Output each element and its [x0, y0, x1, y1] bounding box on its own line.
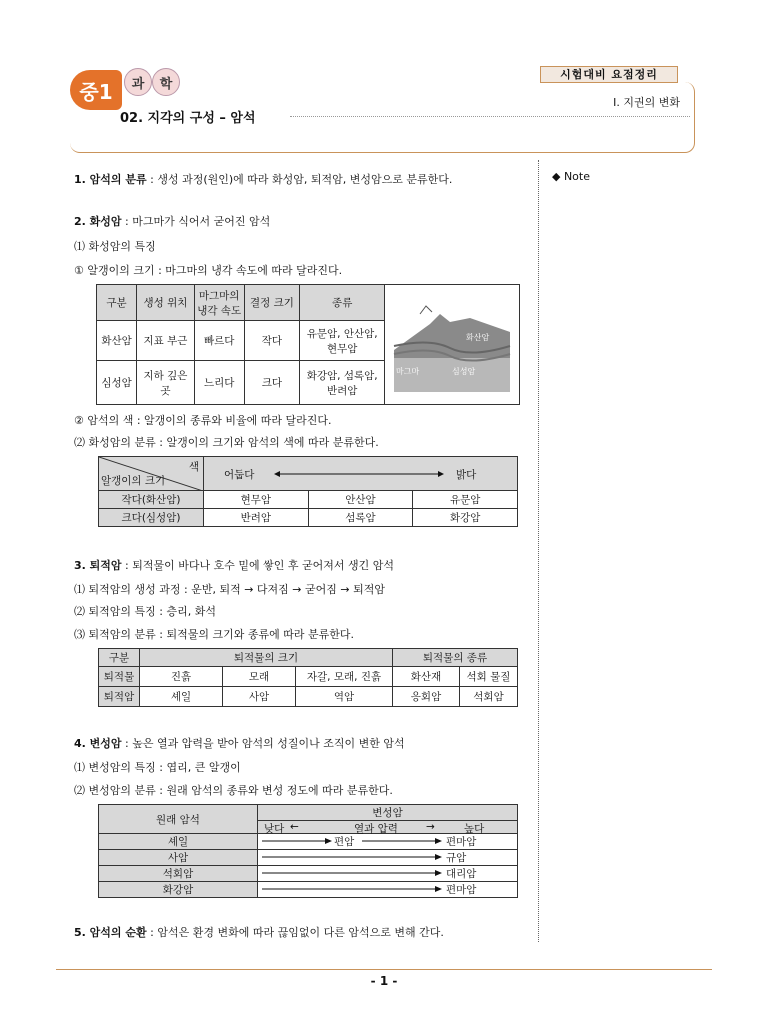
sedimentary-cell: 셰일	[140, 687, 223, 707]
igneous-cell: 크다	[244, 361, 300, 405]
metamorphic-result: 규암	[446, 852, 467, 864]
section-5-heading: 5. 암석의 순환	[74, 926, 147, 939]
scale-mid-label: 열과 압력	[354, 823, 398, 835]
volcano-cross-section-icon	[390, 288, 514, 398]
metamorphic-result: 편마암	[446, 884, 477, 896]
metamorphic-source: 화강암	[99, 882, 258, 898]
metamorphic-header: 변성암	[258, 805, 518, 821]
arrow-icon	[262, 853, 442, 861]
exam-summary-tag: 시험대비 요점정리	[540, 66, 678, 83]
section-4-body: : 높은 열과 압력을 받아 암석의 성질이나 조직이 변한 암석	[121, 737, 405, 750]
section-3-line-2: ⑵ 퇴적암의 특징 : 층리, 화석	[74, 605, 216, 618]
metamorphic-source: 사암	[99, 850, 258, 866]
igneous-cell: 지하 깊은 곳	[137, 361, 195, 405]
section-2	[74, 213, 270, 229]
sedimentary-cell: 석회 물질	[460, 667, 518, 687]
scale-low-label: 낮다	[264, 823, 285, 835]
sedimentary-header-cell: 퇴적물의 종류	[393, 649, 518, 667]
section-2-line-3: ② 암석의 색 : 알갱이의 종류와 비율에 따라 달라진다.	[74, 414, 332, 427]
section-3-line-1: ⑴ 퇴적암의 생성 과정 : 운반, 퇴적 → 다져짐 → 굳어짐 → 퇴적암	[74, 583, 385, 596]
section-4-heading: 4. 변성암	[74, 737, 122, 750]
igneous-cell: 작다	[244, 321, 300, 361]
igneous-cell: 심성암	[97, 361, 137, 405]
metamorphic-result: 편마암	[446, 836, 477, 848]
sedimentary-row-head: 퇴적암	[99, 687, 140, 707]
subject-badge-2: 학	[152, 68, 180, 96]
section-4	[74, 735, 405, 751]
classification-cell: 섬록암	[308, 509, 413, 527]
section-3	[74, 557, 394, 573]
classification-corner-cell	[99, 457, 204, 491]
igneous-header-cell: 생성 위치	[137, 285, 195, 321]
classification-row-head: 크다(심성암)	[99, 509, 204, 527]
classification-cell: 반려암	[204, 509, 309, 527]
page-number: - 1 -	[370, 974, 398, 988]
section-1-heading: 1. 암석의 분류	[74, 173, 147, 186]
sedimentary-cell: 화산재	[393, 667, 460, 687]
footer-rule	[56, 969, 712, 970]
igneous-header-cell: 구분	[97, 285, 137, 321]
metamorphic-source: 석회암	[99, 866, 258, 882]
title-divider	[290, 116, 690, 117]
note-label: ◆ Note	[552, 170, 590, 183]
scale-right-arrow-icon: →	[426, 821, 435, 833]
classification-cell: 현무암	[204, 491, 309, 509]
metamorphic-row	[258, 866, 518, 882]
sedimentary-row-head: 퇴적물	[99, 667, 140, 687]
sedimentary-header-cell: 구분	[99, 649, 140, 667]
sedimentary-cell: 모래	[223, 667, 296, 687]
sedimentary-header-cell: 퇴적물의 크기	[140, 649, 393, 667]
metamorphic-table	[98, 804, 518, 898]
metamorphic-original-header: 원래 암석	[99, 805, 258, 834]
igneous-header-cell: 마그마의 냉각 속도	[194, 285, 244, 321]
sedimentary-table	[98, 648, 518, 707]
scale-left-arrow-icon: ←	[290, 821, 299, 833]
metamorphic-row	[258, 882, 518, 898]
sedimentary-cell: 사암	[223, 687, 296, 707]
igneous-classification-table	[98, 456, 518, 527]
note-divider	[538, 160, 539, 942]
section-1	[74, 171, 452, 187]
igneous-cell: 빠르다	[194, 321, 244, 361]
subject-badge-1: 과	[124, 68, 152, 96]
sedimentary-cell: 석회암	[460, 687, 518, 707]
figure-label-volcanic: 화산암	[466, 333, 490, 342]
igneous-figure-cell	[385, 285, 520, 405]
classification-cell: 화강암	[413, 509, 518, 527]
color-scale-cell	[204, 457, 518, 491]
figure-label-magma: 마그마	[396, 367, 420, 376]
section-2-heading: 2. 화성암	[74, 215, 122, 228]
section-2-line-2: ① 알갱이의 크기 : 마그마의 냉각 속도에 따라 달라진다.	[74, 264, 343, 277]
metamorphic-mid-rock: 편암	[334, 836, 355, 848]
corner-bottom-label: 알갱이의 크기	[101, 475, 166, 487]
scale-high-label: 높다	[464, 823, 485, 835]
page-title: 02. 지각의 구성 – 암석	[120, 111, 256, 126]
sedimentary-cell: 진흙	[140, 667, 223, 687]
metamorphic-row	[258, 834, 518, 850]
igneous-cell: 지표 부근	[137, 321, 195, 361]
color-dark-label: 어둡다	[224, 469, 255, 481]
section-1-body: : 생성 과정(원인)에 따라 화성암, 퇴적암, 변성암으로 분류한다.	[146, 173, 453, 186]
igneous-header-cell: 종류	[300, 285, 385, 321]
arrow-icon	[262, 885, 442, 893]
metamorphic-source: 셰일	[99, 834, 258, 850]
section-2-body: : 마그마가 식어서 굳어진 암석	[121, 215, 271, 228]
color-bright-label: 밝다	[456, 469, 477, 481]
sedimentary-cell: 자갈, 모래, 진흙	[296, 667, 393, 687]
igneous-cell: 유문암, 안산암, 현무암	[300, 321, 385, 361]
classification-cell: 안산암	[308, 491, 413, 509]
figure-label-plutonic: 심성암	[452, 367, 476, 376]
chapter-label: Ⅰ. 지권의 변화	[613, 96, 680, 109]
section-5-body: : 암석은 환경 변화에 따라 끊임없이 다른 암석으로 변해 간다.	[146, 926, 444, 939]
double-arrow-icon	[274, 469, 444, 479]
section-3-body: : 퇴적물이 바다나 호수 밑에 쌓인 후 굳어져서 생긴 암석	[121, 559, 394, 572]
sedimentary-cell: 응회암	[393, 687, 460, 707]
igneous-cell: 화산암	[97, 321, 137, 361]
section-2-line-4: ⑵ 화성암의 분류 : 알갱이의 크기와 암석의 색에 따라 분류한다.	[74, 436, 379, 449]
classification-row-head: 작다(화산암)	[99, 491, 204, 509]
metamorphic-scale-cell	[258, 821, 518, 834]
arrow-icon	[262, 869, 442, 877]
metamorphic-result: 대리암	[446, 868, 477, 880]
igneous-cell: 느리다	[194, 361, 244, 405]
igneous-header-cell: 결정 크기	[244, 285, 300, 321]
section-4-line-1: ⑴ 변성암의 특징 : 엽리, 큰 알갱이	[74, 761, 241, 774]
igneous-table	[96, 284, 520, 405]
sedimentary-cell: 역암	[296, 687, 393, 707]
section-2-line-1: ⑴ 화성암의 특징	[74, 240, 156, 253]
section-3-line-3: ⑶ 퇴적암의 분류 : 퇴적물의 크기와 종류에 따라 분류한다.	[74, 628, 354, 641]
grade-badge: 중1	[70, 70, 122, 110]
section-3-heading: 3. 퇴적암	[74, 559, 122, 572]
metamorphic-row	[258, 850, 518, 866]
corner-top-label: 색	[188, 461, 199, 473]
igneous-cell: 화강암, 섬록암, 반려암	[300, 361, 385, 405]
section-4-line-2: ⑵ 변성암의 분류 : 원래 암석의 종류와 변성 정도에 따라 분류한다.	[74, 784, 393, 797]
classification-cell: 유문암	[413, 491, 518, 509]
section-5	[74, 924, 444, 940]
